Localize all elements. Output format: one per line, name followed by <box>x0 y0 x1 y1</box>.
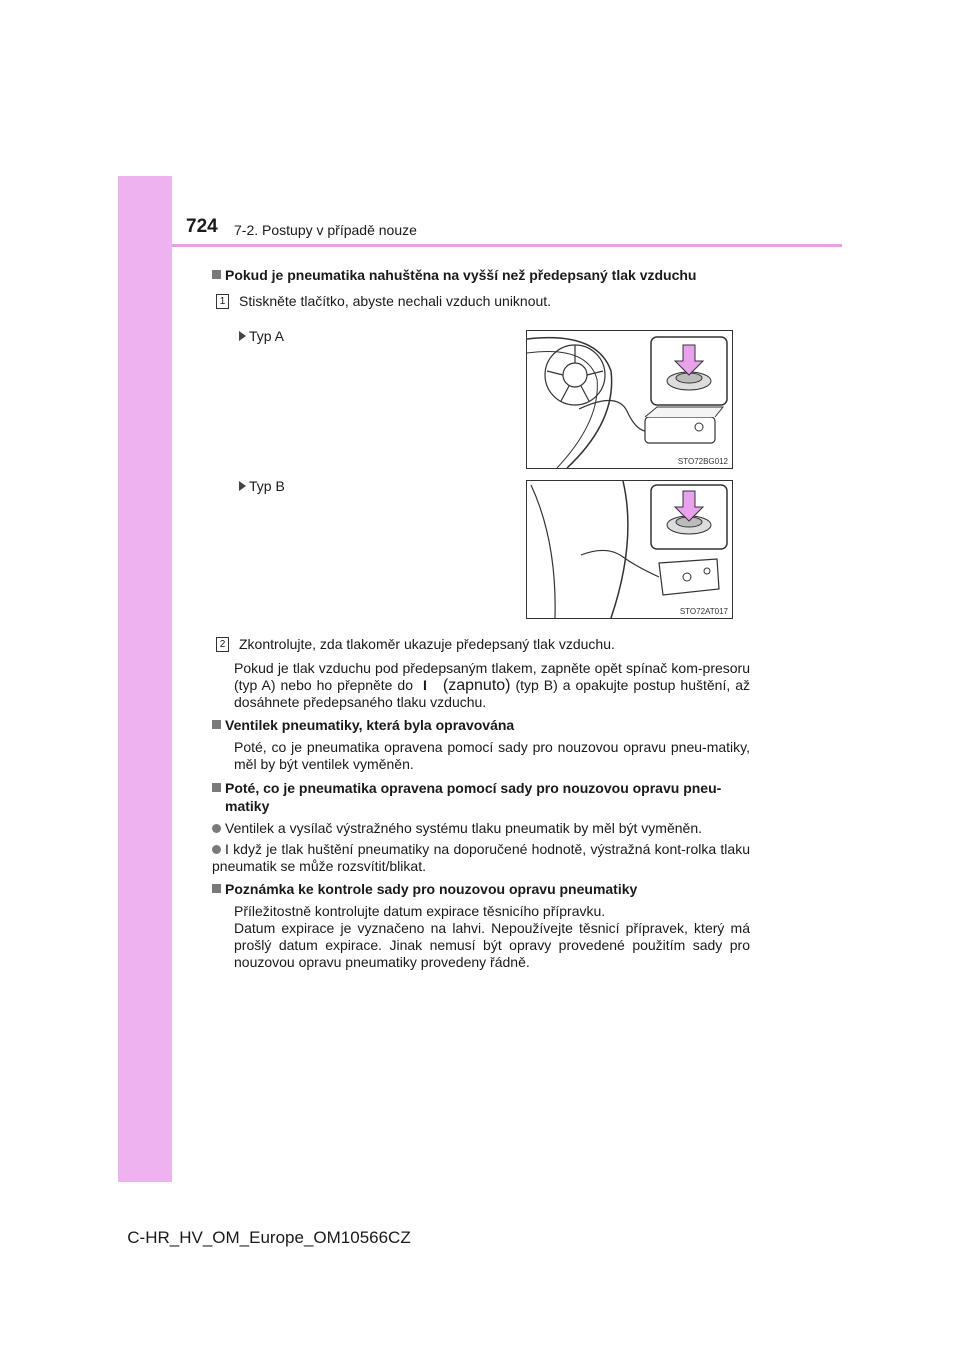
bullet-2: I když je tlak huštění pneumatiky na doporučené hodnotě, výstražná kont-rolka tlaku pneumatik se může rozsvítit/blikat. <box>212 841 750 874</box>
section-title: 7-2. Postupy v případě nouze <box>234 222 417 238</box>
square-bullet-icon <box>212 884 221 893</box>
triangle-bullet-icon <box>239 331 246 341</box>
heading-overinflated: Pokud je pneumatika nahuštěna na vyšší než předepsaný tlak vzduchu <box>212 266 696 284</box>
round-bullet-icon <box>212 824 221 833</box>
triangle-bullet-icon <box>239 481 246 491</box>
document-footer: C-HR_HV_OM_Europe_OM10566CZ <box>127 1228 411 1247</box>
heading-kit-check: Poznámka ke kontrole sady pro nouzovou opravu pneumatiky <box>212 880 637 898</box>
step-1-badge: 1 <box>216 294 229 309</box>
type-b-label: Typ B <box>239 478 285 494</box>
step-2-note: Pokud je tlak vzduchu pod předepsaným tlakem, zapněte opět spínač kom-presoru (typ A) nebo ho přepněte do I (zapnuto) (typ B) a opakujte postup huštění, až dosáhnete předepsaného tlaku vzduchu. <box>234 660 751 710</box>
switch-on-symbol: I <box>423 677 427 693</box>
heading-after-repair: Poté, co je pneumatika opravena pomocí sady pro nouzovou opravu pneu- matiky <box>212 779 750 815</box>
square-bullet-icon <box>212 783 221 792</box>
type-a-label: Typ A <box>239 328 284 344</box>
page-number: 724 <box>186 216 218 237</box>
bullet-1: Ventilek a vysílač výstražného systému tlaku pneumatik by měl být vyměněn. <box>212 820 750 837</box>
figure-code-type-a: STO72BG012 <box>677 457 728 466</box>
valve-text: Poté, co je pneumatika opravena pomocí sady pro nouzovou opravu pneu-matiky, měl by být ventilek vyměněn. <box>234 739 750 772</box>
step-1-text: Stiskněte tlačítko, abyste nechali vzduch uniknout. <box>239 293 552 309</box>
figure-type-a <box>526 330 733 469</box>
side-tab-bar <box>118 176 172 1182</box>
kit-check-line2: Datum expirace je vyznačeno na lahvi. Nepoužívejte těsnicí přípravek, který má prošlý datum expirace. Jinak nemusí být opravy provedené použitím sady pro nouzovou opravu pneumatiky provedeny řádně. <box>234 920 750 970</box>
tire-compressor-type-a-illustration <box>527 331 732 468</box>
step-2-badge: 2 <box>216 637 229 652</box>
square-bullet-icon <box>212 270 221 279</box>
figure-type-b <box>526 480 733 619</box>
figure-code-type-b: STO72AT017 <box>679 607 728 616</box>
square-bullet-icon <box>212 720 221 729</box>
heading-valve: Ventilek pneumatiky, která byla opravována <box>212 716 514 734</box>
kit-check-line1: Příležitostně kontrolujte datum expirace těsnicího přípravku. <box>234 903 606 919</box>
tire-compressor-type-b-illustration <box>527 481 732 618</box>
round-bullet-icon <box>212 845 221 854</box>
header-rule <box>172 244 842 247</box>
step-2-text: Zkontrolujte, zda tlakoměr ukazuje předepsaný tlak vzduchu. <box>239 636 615 652</box>
